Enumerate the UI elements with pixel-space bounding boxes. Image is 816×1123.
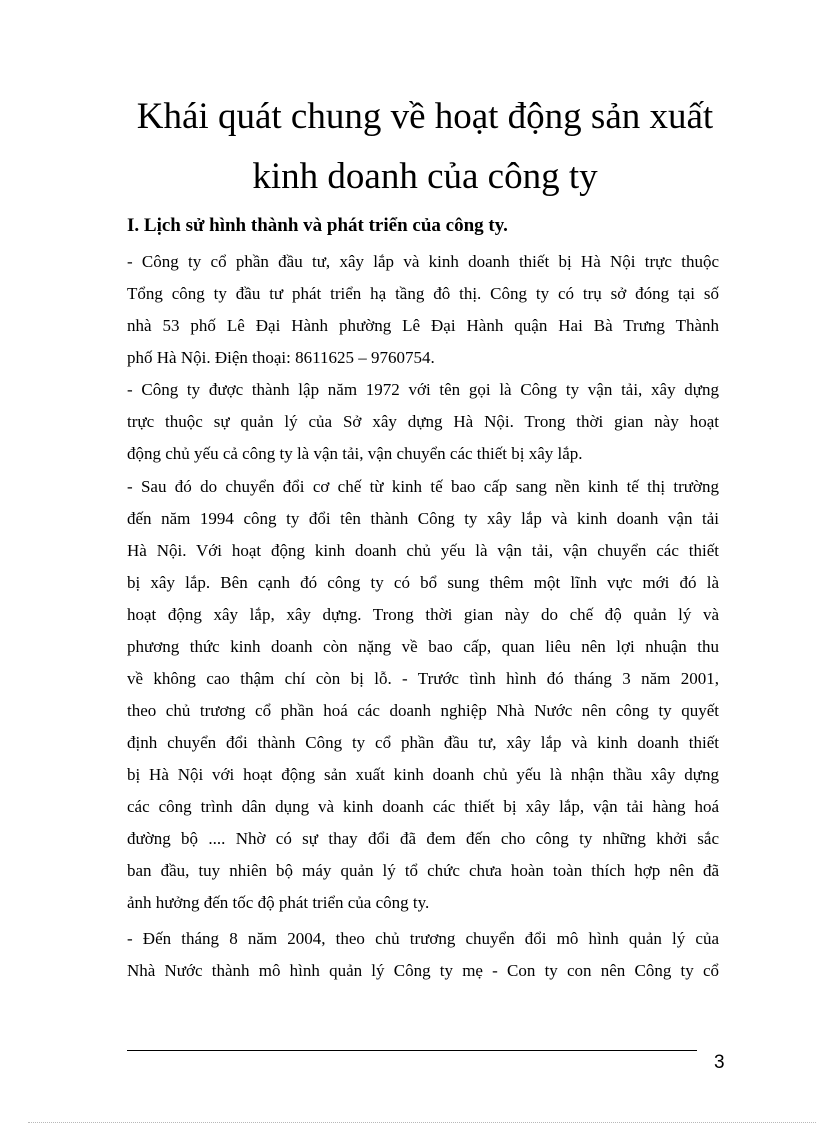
paragraph-line: Nhà Nước thành mô hình quản lý Công ty mẹ - Con ty con nên Công ty cổ (127, 961, 719, 980)
paragraph-line: phố Hà Nội. Điện thoại: 8611625 – 9760754. (127, 348, 435, 367)
page-number: 3 (714, 1052, 725, 1073)
paragraph-line: theo chủ trương cổ phần hoá các doanh nghiệp Nhà Nước nên công ty quyết (127, 701, 719, 720)
paragraph-line: định chuyển đổi thành Công ty cổ phần đầu tư, xây lắp và kinh doanh thiết (127, 733, 719, 752)
paragraph-line: hoạt động xây lắp, xây dựng. Trong thời gian này do chế độ quản lý và (127, 605, 719, 624)
paragraph-line: ảnh hưởng đến tốc độ phát triển của công ty. (127, 893, 430, 912)
paragraph-line: - Đến tháng 8 năm 2004, theo chủ trương chuyển đổi mô hình quản lý của (127, 929, 719, 948)
paragraph-line: bị xây lắp. Bên cạnh đó công ty có bổ sung thêm một lĩnh vực mới đó là (127, 573, 719, 592)
paragraph-line: bị Hà Nội với hoạt động sản xuất kinh doanh chủ yếu là nhận thầu xây dựng (127, 765, 719, 784)
paragraph-line: phương thức kinh doanh còn nặng về bao cấp, quan liêu nên lợi nhuận thu (127, 637, 719, 656)
paragraph-line: động chủ yếu cả công ty là vận tải, vận chuyển các thiết bị xây lắp. (127, 444, 583, 463)
footer-rule (127, 1050, 697, 1051)
document-title-line-2: kinh doanh của công ty (252, 156, 598, 197)
paragraph-line: trực thuộc sự quản lý của Sở xây dựng Hà Nội. Trong thời gian này hoạt (127, 412, 719, 431)
paragraph-line: về không cao thậm chí còn bị lỗ. - Trước tình hình đó tháng 3 năm 2001, (127, 669, 719, 688)
paragraph-line: đến năm 1994 công ty đổi tên thành Công ty xây lắp và kinh doanh vận tải (127, 509, 719, 528)
paragraph-line: đường bộ .... Nhờ có sự thay đổi đã đem đến cho công ty những khởi sắc (127, 829, 719, 848)
paragraph-transformation (127, 471, 719, 919)
paragraph-line: - Sau đó do chuyển đổi cơ chế từ kinh tế bao cấp sang nền kinh tế thị trường (127, 477, 719, 496)
paragraph-line: Tổng công ty đầu tư phát triển hạ tầng đô thị. Công ty có trụ sở đóng tại số (127, 284, 719, 303)
paragraph-line: nhà 53 phố Lê Đại Hành phường Lê Đại Hành quận Hai Bà Trưng Thành (127, 316, 719, 335)
paragraph-line: ban đầu, tuy nhiên bộ máy quản lý tổ chức chưa hoàn toàn thích hợp nên đã (127, 861, 719, 880)
paragraph-line: Hà Nội. Với hoạt động kinh doanh chủ yếu là vận tải, vận chuyển các thiết (127, 541, 719, 560)
paragraph-restructuring (127, 923, 719, 987)
paragraph-line: - Công ty được thành lập năm 1972 với tên gọi là Công ty vận tải, xây dựng (127, 380, 719, 399)
section-heading: I. Lịch sử hình thành và phát triển của công ty. (127, 215, 508, 236)
paragraph-line: - Công ty cổ phần đầu tư, xây lắp và kinh doanh thiết bị Hà Nội trực thuộc (127, 252, 719, 271)
document-title-line-1: Khái quát chung về hoạt động sản xuất (136, 96, 714, 137)
paragraph-company-info (127, 246, 719, 374)
paragraph-founding (127, 374, 719, 470)
paragraph-line: các công trình dân dụng và kinh doanh các thiết bị xây lắp, vận tải hàng hoá (127, 797, 719, 816)
